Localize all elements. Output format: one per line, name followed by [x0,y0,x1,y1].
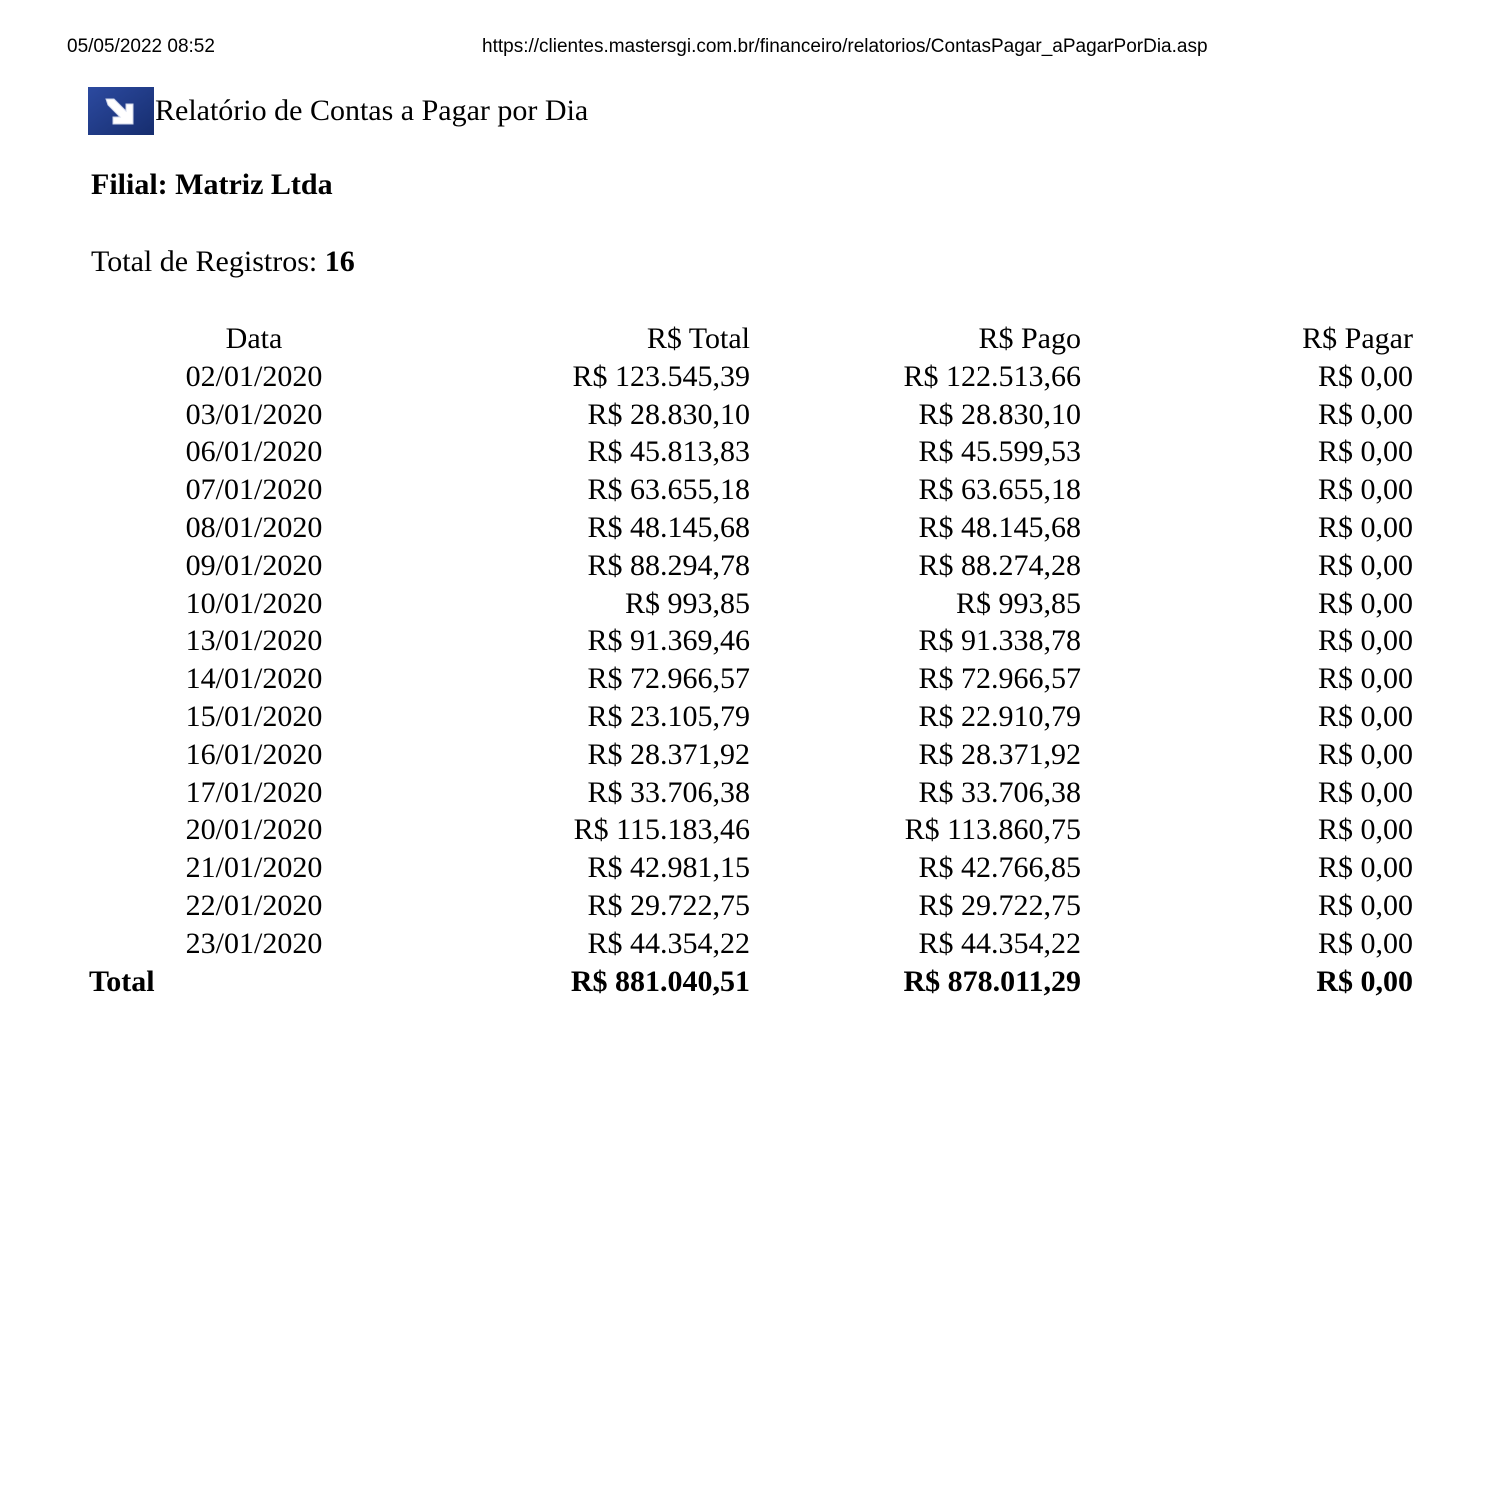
cell-pagar: R$ 0,00 [1317,359,1413,393]
cell-pago: R$ 28.371,92 [918,737,1081,771]
cell-total: R$ 23.105,79 [587,699,750,733]
table-row [89,396,1413,434]
cell-pago: R$ 48.145,68 [918,510,1081,544]
total-pagar: R$ 0,00 [1316,964,1413,998]
registros-label: Total de Registros: [91,245,325,278]
cell-pagar: R$ 0,00 [1317,586,1413,620]
header-pagar: R$ Pagar [1302,322,1413,355]
cell-total: R$ 44.354,22 [587,926,750,960]
cell-pagar: R$ 0,00 [1317,851,1413,885]
cell-pagar: R$ 0,00 [1317,510,1413,544]
table-row [89,736,1413,774]
cell-data: 03/01/2020 [185,397,323,431]
table-row [89,698,1413,736]
cell-total: R$ 29.722,75 [587,888,750,922]
cell-total: R$ 63.655,18 [587,473,750,507]
cell-data: 15/01/2020 [185,699,323,733]
table-row [89,547,1413,585]
print-url: https://clientes.mastersgi.com.br/financeiro/relatorios/ContasPagar_aPagarPorDia.asp [482,36,1208,57]
registros-count: 16 [324,245,355,278]
report-title: Relatório de Contas a Pagar por Dia [155,94,589,127]
table-row [89,774,1413,812]
cell-total: R$ 42.981,15 [587,851,750,885]
cell-pago: R$ 122.513,66 [903,359,1081,393]
cell-pagar: R$ 0,00 [1317,435,1413,469]
cell-pago: R$ 113.860,75 [904,813,1081,847]
total-row [89,963,1413,1001]
cell-pago: R$ 28.830,10 [918,397,1081,431]
cell-total: R$ 28.371,92 [587,737,750,771]
cell-data: 17/01/2020 [185,775,323,809]
cell-pago: R$ 63.655,18 [918,473,1081,507]
cell-data: 02/01/2020 [185,359,323,393]
cell-data: 22/01/2020 [185,888,323,922]
arrow-down-right-icon [88,87,154,135]
cell-pagar: R$ 0,00 [1317,699,1413,733]
cell-pagar: R$ 0,00 [1317,926,1413,960]
table-row [89,887,1413,925]
table-row [89,433,1413,471]
header-data: Data [225,322,283,355]
cell-data: 13/01/2020 [185,624,323,658]
filial-label: Filial: Matriz Ltda [91,168,333,201]
cell-total: R$ 115.183,46 [573,813,750,847]
table-row [89,622,1413,660]
table-row [89,509,1413,547]
cell-data: 16/01/2020 [185,737,323,771]
cell-pago: R$ 993,85 [955,586,1081,620]
cell-pago: R$ 88.274,28 [918,548,1081,582]
cell-total: R$ 28.830,10 [587,397,750,431]
cell-pagar: R$ 0,00 [1317,473,1413,507]
header-total: R$ Total [646,322,750,355]
total-label: Total [89,964,155,998]
cell-data: 20/01/2020 [185,813,323,847]
print-datetime: 05/05/2022 08:52 [67,36,215,57]
cell-data: 06/01/2020 [185,435,323,469]
table-row [89,660,1413,698]
cell-pagar: R$ 0,00 [1317,397,1413,431]
total-valor: R$ 881.040,51 [570,964,750,998]
cell-pago: R$ 72.966,57 [918,662,1081,696]
cell-pagar: R$ 0,00 [1317,775,1413,809]
table-row [89,849,1413,887]
cell-pagar: R$ 0,00 [1317,888,1413,922]
table-row [89,358,1413,396]
cell-pagar: R$ 0,00 [1317,624,1413,658]
cell-data: 14/01/2020 [185,662,323,696]
cell-pago: R$ 42.766,85 [918,851,1081,885]
print-header [0,36,1500,60]
cell-total: R$ 88.294,78 [587,548,750,582]
cell-pagar: R$ 0,00 [1317,548,1413,582]
cell-data: 10/01/2020 [185,586,323,620]
cell-total: R$ 48.145,68 [587,510,750,544]
cell-pagar: R$ 0,00 [1317,813,1413,847]
table-row [89,471,1413,509]
cell-pago: R$ 33.706,38 [918,775,1081,809]
table-row [89,811,1413,849]
table-header-row [89,320,1413,358]
contas-table [89,320,1413,1000]
header-pago: R$ Pago [978,322,1081,355]
cell-pago: R$ 44.354,22 [918,926,1081,960]
cell-total: R$ 33.706,38 [587,775,750,809]
cell-pagar: R$ 0,00 [1317,737,1413,771]
cell-data: 07/01/2020 [185,473,323,507]
cell-data: 21/01/2020 [185,851,323,885]
total-pago: R$ 878.011,29 [903,964,1081,998]
cell-data: 08/01/2020 [185,510,323,544]
total-registros [91,245,355,279]
cell-data: 09/01/2020 [185,548,323,582]
cell-data: 23/01/2020 [185,926,323,960]
cell-pagar: R$ 0,00 [1317,662,1413,696]
table-row [89,925,1413,963]
cell-pago: R$ 29.722,75 [918,888,1081,922]
report-title-row [88,87,588,135]
cell-total: R$ 45.813,83 [587,435,750,469]
cell-total: R$ 993,85 [624,586,750,620]
cell-total: R$ 72.966,57 [587,662,750,696]
cell-pago: R$ 45.599,53 [918,435,1081,469]
cell-pago: R$ 22.910,79 [918,699,1081,733]
cell-pago: R$ 91.338,78 [918,624,1081,658]
cell-total: R$ 91.369,46 [587,624,750,658]
cell-total: R$ 123.545,39 [572,359,750,393]
table-row [89,585,1413,623]
